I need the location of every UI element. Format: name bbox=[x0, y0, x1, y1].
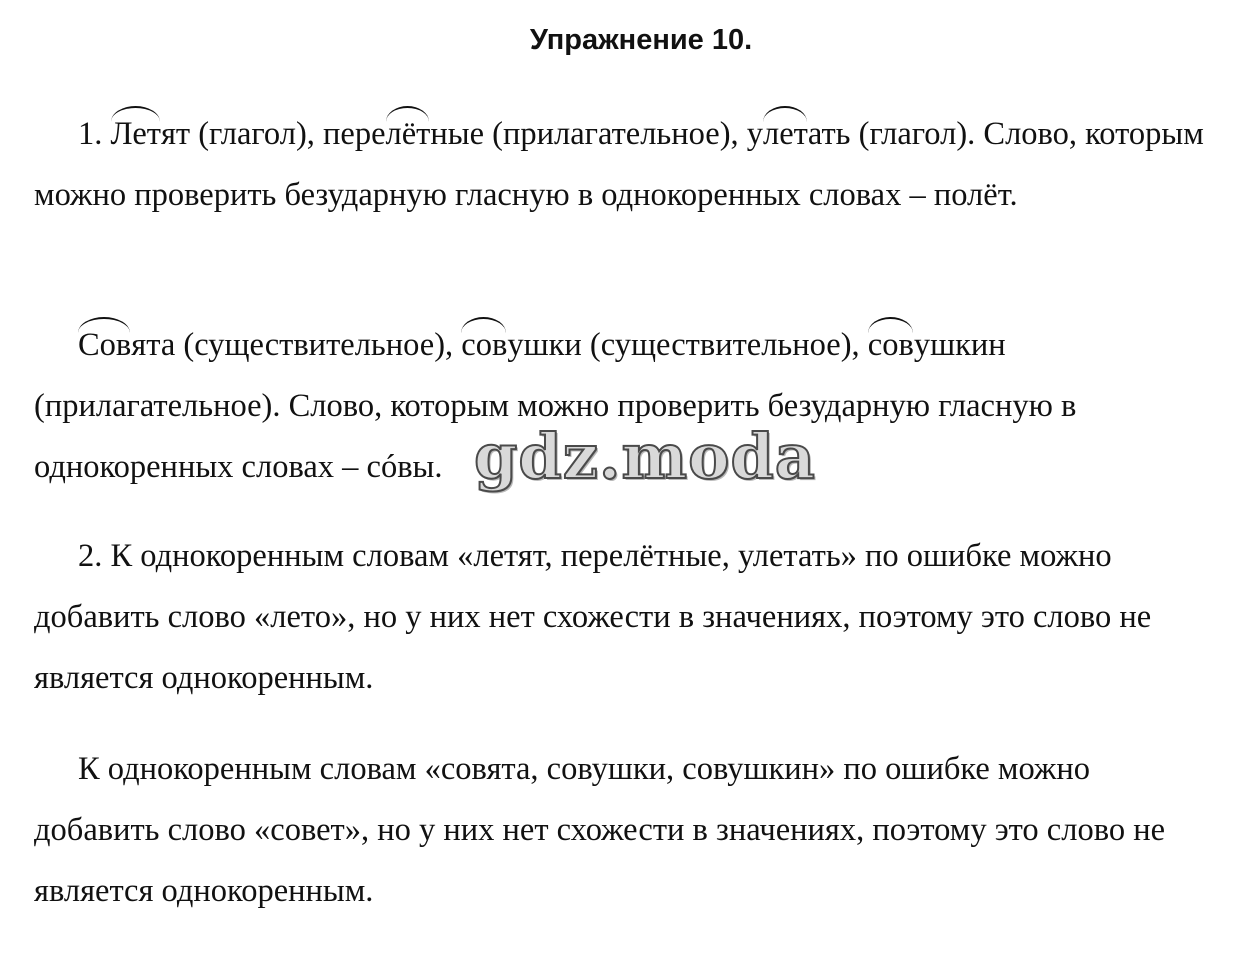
root-mark: сов bbox=[461, 315, 507, 376]
root-mark: Лет bbox=[111, 104, 161, 165]
answer-paragraph-3: 2. К однокоренным словам «летят, перелётные, улетать» по ошибке можно добавить слово «лето», но у них нет схожести в значениях, поэтому это слово не является однокоренным. bbox=[34, 538, 1152, 696]
text-segment: ные (прилагательное), у bbox=[430, 116, 764, 152]
watermark-logo: gdz.moda bbox=[474, 420, 816, 493]
root-mark: Сов bbox=[78, 315, 131, 376]
item-number: 1. bbox=[78, 116, 111, 152]
text-segment: ать (глагол). Слово, которым можно проверить безударную гласную в однокоренных словах – полёт. bbox=[34, 116, 1204, 213]
answer-paragraph-4: К однокоренным словам «совята, совушки, совушкин» по ошибке можно добавить слово «совет», но у них нет схожести в значениях, поэтому это слово не является однокоренным. bbox=[34, 751, 1166, 909]
word-ending: ят bbox=[160, 116, 191, 152]
answer-paragraph-1 bbox=[34, 104, 1214, 226]
root-mark: лет bbox=[763, 104, 808, 165]
exercise-title: Упражнение 10. bbox=[529, 24, 753, 56]
root-mark: лёт bbox=[386, 104, 431, 165]
text-segment: ята (существительное), bbox=[131, 327, 462, 363]
text-segment: ушкин (прилагательное). Слово, которым можно проверить безударную гласную в однокоренных словах – сóвы. bbox=[34, 327, 1077, 485]
text-segment: (глагол), пере bbox=[190, 116, 386, 152]
text-segment: ушки (существительное), bbox=[507, 327, 868, 363]
root-mark: сов bbox=[868, 315, 914, 376]
